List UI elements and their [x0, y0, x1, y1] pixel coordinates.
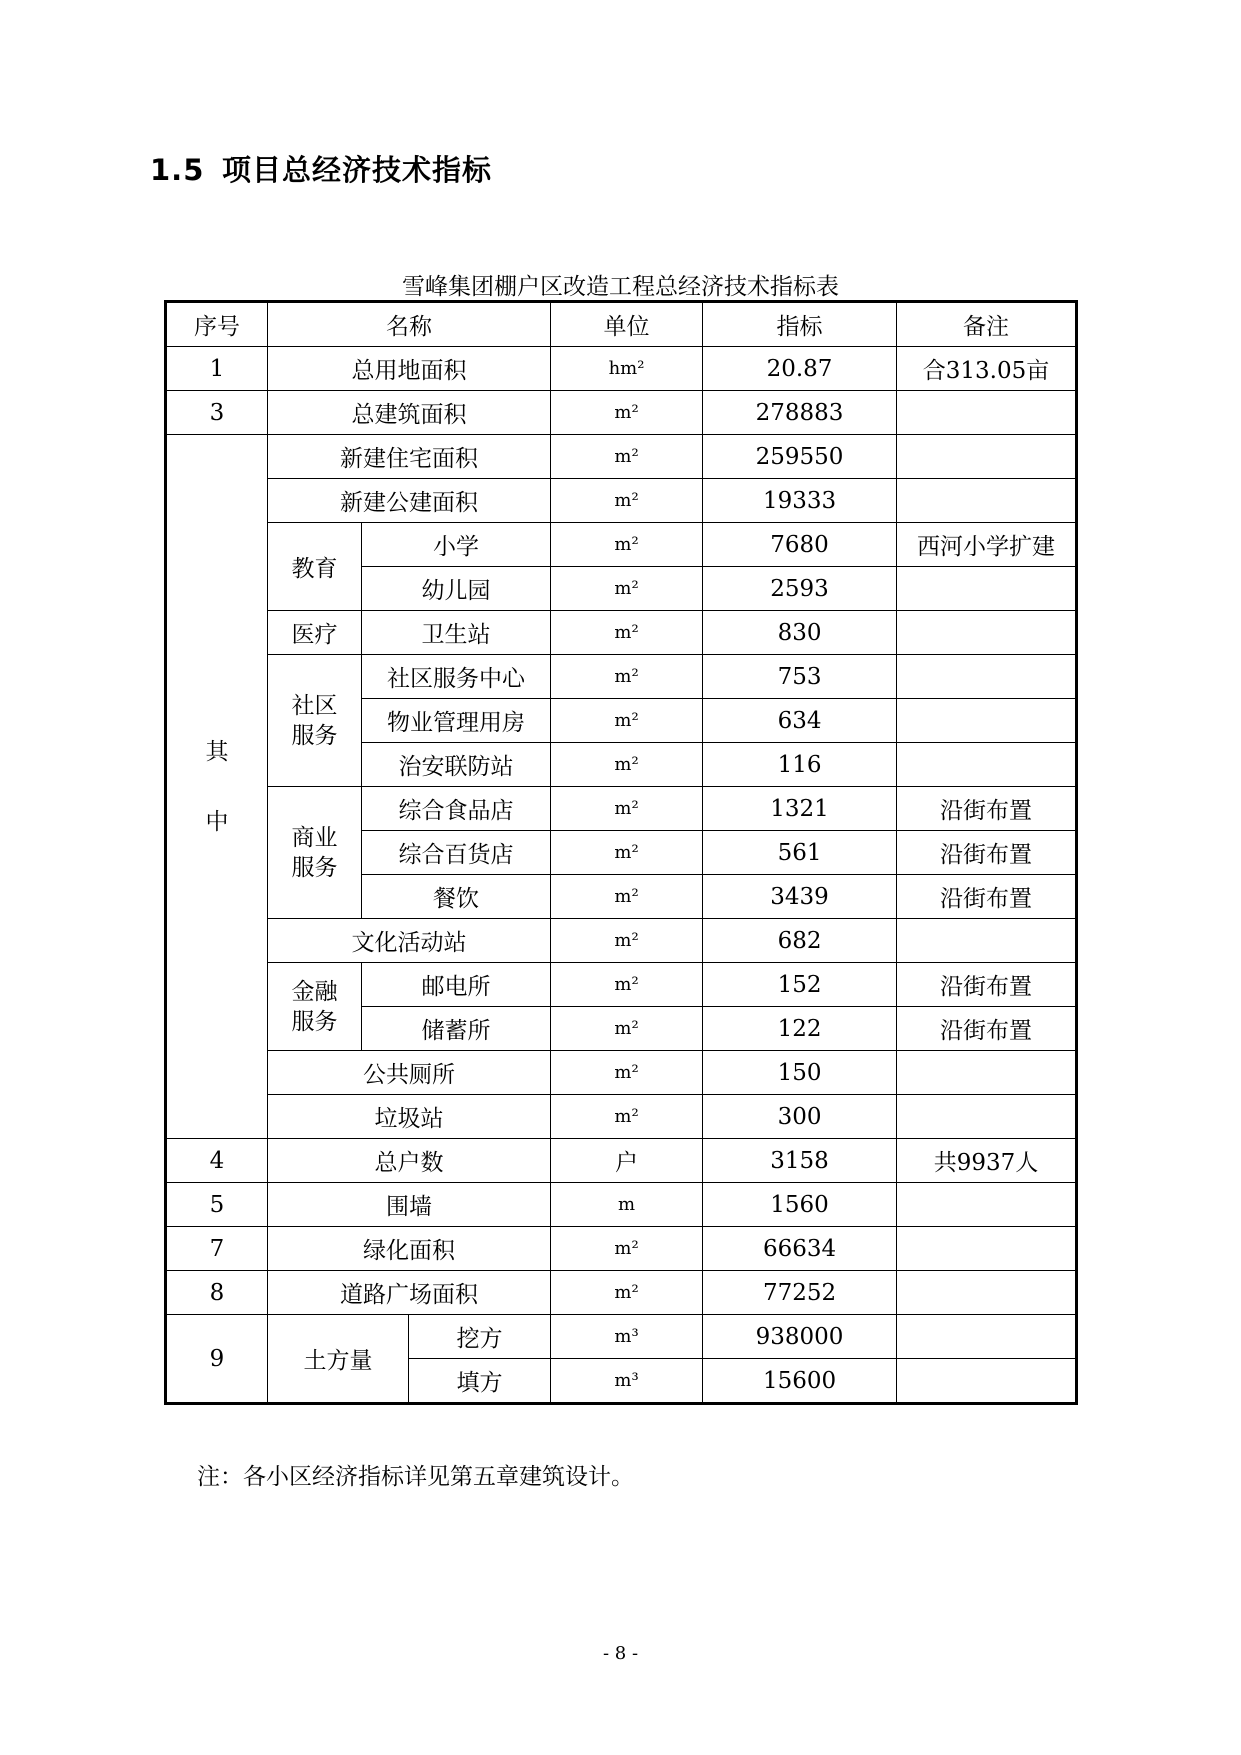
- row-unit: m²: [551, 435, 703, 479]
- row-note: 沿街布置: [897, 875, 1076, 919]
- row-note: [897, 699, 1076, 743]
- group-finance: 金融 服务: [268, 963, 362, 1051]
- row-note: [897, 1271, 1076, 1315]
- row-value: 3158: [703, 1139, 897, 1183]
- row-name: 幼儿园: [362, 567, 551, 611]
- header-seq: 序号: [167, 303, 268, 347]
- row-note: [897, 743, 1076, 787]
- row-unit: m²: [551, 391, 703, 435]
- table-row: [167, 963, 1076, 1007]
- row-unit: m²: [551, 1095, 703, 1139]
- row-name: 新建住宅面积: [268, 435, 551, 479]
- row-unit: m²: [551, 699, 703, 743]
- row-note: [897, 1227, 1076, 1271]
- group-earthwork: 土方量: [268, 1315, 409, 1403]
- row-seq: 7: [167, 1227, 268, 1271]
- row-value: 278883: [703, 391, 897, 435]
- row-value: 122: [703, 1007, 897, 1051]
- row-value: 1560: [703, 1183, 897, 1227]
- row-name: 公共厕所: [268, 1051, 551, 1095]
- row-unit: m²: [551, 743, 703, 787]
- row-name: 填方: [409, 1359, 551, 1403]
- row-name: 储蓄所: [362, 1007, 551, 1051]
- table-row: [167, 1227, 1076, 1271]
- group-commerce: 商业 服务: [268, 787, 362, 919]
- row-note: 沿街布置: [897, 831, 1076, 875]
- row-unit: m²: [551, 787, 703, 831]
- row-note: [897, 479, 1076, 523]
- row-unit: m²: [551, 567, 703, 611]
- row-value: 66634: [703, 1227, 897, 1271]
- indicator-table: [166, 302, 1076, 1403]
- row-name: 邮电所: [362, 963, 551, 1007]
- row-note: [897, 1183, 1076, 1227]
- row-unit: m²: [551, 831, 703, 875]
- row-unit: m³: [551, 1315, 703, 1359]
- row-name: 总户数: [268, 1139, 551, 1183]
- row-name: 挖方: [409, 1315, 551, 1359]
- table-row: [167, 655, 1076, 699]
- group-medical: 医疗: [268, 611, 362, 655]
- row-note: 共9937人: [897, 1139, 1076, 1183]
- row-value: 753: [703, 655, 897, 699]
- row-note: [897, 435, 1076, 479]
- row-unit: m²: [551, 611, 703, 655]
- row-unit: m²: [551, 655, 703, 699]
- table-row: [167, 787, 1076, 831]
- row-name: 总建筑面积: [268, 391, 551, 435]
- row-name: 道路广场面积: [268, 1271, 551, 1315]
- row-seq: 8: [167, 1271, 268, 1315]
- section-heading: [150, 148, 492, 189]
- row-note: [897, 1315, 1076, 1359]
- row-seq: 9: [167, 1315, 268, 1403]
- page-number: - 8 -: [602, 1643, 639, 1664]
- row-name: 围墙: [268, 1183, 551, 1227]
- row-note: 沿街布置: [897, 1007, 1076, 1051]
- row-value: 1321: [703, 787, 897, 831]
- row-value: 19333: [703, 479, 897, 523]
- header-unit: 单位: [551, 303, 703, 347]
- section-title: 项目总经济技术指标: [222, 153, 493, 187]
- table-row: [167, 435, 1076, 479]
- row-name: 治安联防站: [362, 743, 551, 787]
- row-seq: 3: [167, 391, 268, 435]
- row-unit: m²: [551, 875, 703, 919]
- row-name: 新建公建面积: [268, 479, 551, 523]
- row-unit: m²: [551, 1271, 703, 1315]
- row-value: 300: [703, 1095, 897, 1139]
- row-name: 社区服务中心: [362, 655, 551, 699]
- table-row: [167, 391, 1076, 435]
- row-value: 7680: [703, 523, 897, 567]
- row-unit: hm²: [551, 347, 703, 391]
- row-value: 634: [703, 699, 897, 743]
- row-value: 830: [703, 611, 897, 655]
- row-note: [897, 611, 1076, 655]
- row-unit: 户: [551, 1139, 703, 1183]
- header-value: 指标: [703, 303, 897, 347]
- row-unit: m²: [551, 919, 703, 963]
- table-row: [167, 1139, 1076, 1183]
- group-community: 社区 服务: [268, 655, 362, 787]
- row-value: 2593: [703, 567, 897, 611]
- row-value: 938000: [703, 1315, 897, 1359]
- row-value: 116: [703, 743, 897, 787]
- row-value: 3439: [703, 875, 897, 919]
- row-note: [897, 391, 1076, 435]
- row-note: [897, 567, 1076, 611]
- table-row: [167, 523, 1076, 567]
- table-row: [167, 1315, 1076, 1359]
- row-value: 259550: [703, 435, 897, 479]
- row-name: 综合食品店: [362, 787, 551, 831]
- row-note: [897, 1359, 1076, 1403]
- table-row: [167, 1095, 1076, 1139]
- row-unit: m²: [551, 963, 703, 1007]
- row-unit: m²: [551, 523, 703, 567]
- row-value: 20.87: [703, 347, 897, 391]
- table-row: [167, 919, 1076, 963]
- row-name: 文化活动站: [268, 919, 551, 963]
- header-name: 名称: [268, 303, 551, 347]
- table-row: [167, 1271, 1076, 1315]
- row-name: 餐饮: [362, 875, 551, 919]
- row-note: 沿街布置: [897, 787, 1076, 831]
- row-value: 150: [703, 1051, 897, 1095]
- row-name: 绿化面积: [268, 1227, 551, 1271]
- table-caption: 雪峰集团棚户区改造工程总经济技术指标表: [402, 274, 839, 300]
- table-row: [167, 1183, 1076, 1227]
- row-unit: m²: [551, 1227, 703, 1271]
- table-row: [167, 479, 1076, 523]
- row-value: 15600: [703, 1359, 897, 1403]
- row-note: 沿街布置: [897, 963, 1076, 1007]
- row-note: [897, 1051, 1076, 1095]
- table-row: [167, 1051, 1076, 1095]
- row-note: [897, 655, 1076, 699]
- table-header-row: [167, 303, 1076, 347]
- row-name: 垃圾站: [268, 1095, 551, 1139]
- row-name: 总用地面积: [268, 347, 551, 391]
- row-value: 152: [703, 963, 897, 1007]
- row-note: [897, 919, 1076, 963]
- row-seq: 4: [167, 1139, 268, 1183]
- group-qizhong: 其 中: [167, 435, 268, 1139]
- table-row: [167, 611, 1076, 655]
- row-value: 682: [703, 919, 897, 963]
- row-name: 综合百货店: [362, 831, 551, 875]
- row-unit: m²: [551, 1051, 703, 1095]
- row-note: 合313.05亩: [897, 347, 1076, 391]
- table-footnote: 注：各小区经济指标详见第五章建筑设计。: [197, 1464, 634, 1490]
- row-seq: 1: [167, 347, 268, 391]
- row-note: 西河小学扩建: [897, 523, 1076, 567]
- row-value: 77252: [703, 1271, 897, 1315]
- row-name: 物业管理用房: [362, 699, 551, 743]
- row-name: 卫生站: [362, 611, 551, 655]
- row-unit: m²: [551, 479, 703, 523]
- row-name: 小学: [362, 523, 551, 567]
- row-unit: m²: [551, 1007, 703, 1051]
- group-education: 教育: [268, 523, 362, 611]
- row-seq: 5: [167, 1183, 268, 1227]
- table-row: [167, 347, 1076, 391]
- row-unit: m: [551, 1183, 703, 1227]
- header-note: 备注: [897, 303, 1076, 347]
- row-value: 561: [703, 831, 897, 875]
- row-note: [897, 1095, 1076, 1139]
- section-number: 1.5: [150, 153, 205, 187]
- row-unit: m³: [551, 1359, 703, 1403]
